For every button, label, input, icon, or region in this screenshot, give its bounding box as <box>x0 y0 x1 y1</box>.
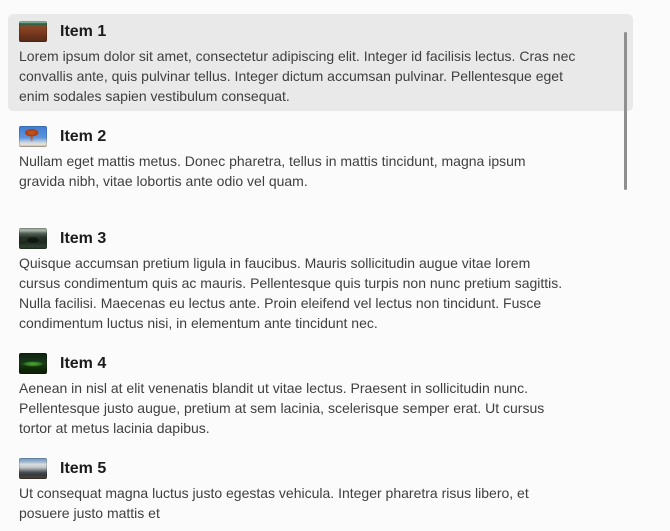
item-description-line: Pellentesque justo augue, pretium at sem lacinia, scelerisque semper erat. Ut cursus <box>19 400 545 416</box>
item-title-row <box>19 228 622 249</box>
item-description-line: condimentum luctus nisi, in elementum ante tincidunt nec. <box>19 315 378 331</box>
item-description-line: cursus condimentum quis ac mauris. Pellentesque quis turpis non nunc pretium sagittis. <box>19 275 563 291</box>
item-title: Item 2 <box>60 128 107 145</box>
item-description <box>19 151 622 191</box>
list-item[interactable] <box>8 221 633 338</box>
item-title-row <box>19 21 622 42</box>
item-title-row <box>19 458 622 479</box>
green-forest-photo <box>19 353 47 374</box>
item-description-line: Lorem ipsum dolor sit amet, consectetur adipiscing elit. Integer id facilisis lectus. Cras nec <box>19 48 576 64</box>
item-description <box>19 483 622 523</box>
item-description-line: Nullam eget mattis metus. Donec pharetra, tellus in mattis tincidunt, magna ipsum <box>19 153 526 169</box>
item-title: Item 1 <box>60 23 107 40</box>
item-title: Item 3 <box>60 230 107 247</box>
item-description <box>19 46 622 106</box>
item-description-line: Nulla facilisi. Maecenas eu lectus ante. Proin eleifend vel lectus non tincidunt. Fusce <box>19 295 542 311</box>
bicycle-landscape-photo <box>19 228 47 249</box>
item-description-line: enim sodales sapien vestibulum consequat. <box>19 88 290 104</box>
item-title-row <box>19 353 622 374</box>
harbor-town-photo <box>19 458 47 479</box>
list-item[interactable] <box>8 346 633 443</box>
list-item[interactable] <box>8 119 633 213</box>
item-description-line: gravida nibh, vitae lobortis ante odio vel quam. <box>19 173 308 189</box>
list-item[interactable] <box>8 451 633 531</box>
item-title-row <box>19 126 622 147</box>
item-description-line: tortor at metus lacinia dapibus. <box>19 420 210 436</box>
item-description-line: posuere justo mattis et <box>19 505 160 521</box>
vertical-scrollbar-thumb[interactable] <box>624 32 627 190</box>
item-title: Item 4 <box>60 355 107 372</box>
item-title: Item 5 <box>60 460 107 477</box>
item-description <box>19 378 622 438</box>
poppy-field-photo <box>19 21 47 42</box>
list-item[interactable] <box>8 14 633 111</box>
item-description-line: Aenean in nisl at elit venenatis blandit ut vitae lectus. Praesent in sollicitudin nunc. <box>19 380 528 396</box>
item-description-line: convallis ante, quis pulvinar tellus. Integer dictum accumsan pulvinar. Pellentesque eget <box>19 68 563 84</box>
item-description-line: Ut consequat magna luctus justo egestas vehicula. Integer pharetra risus libero, et <box>19 485 529 501</box>
carousel-ride-photo <box>19 126 47 147</box>
item-description <box>19 253 622 333</box>
item-description-line: Quisque accumsan pretium ligula in faucibus. Mauris sollicitudin augue vitae lorem <box>19 255 531 271</box>
